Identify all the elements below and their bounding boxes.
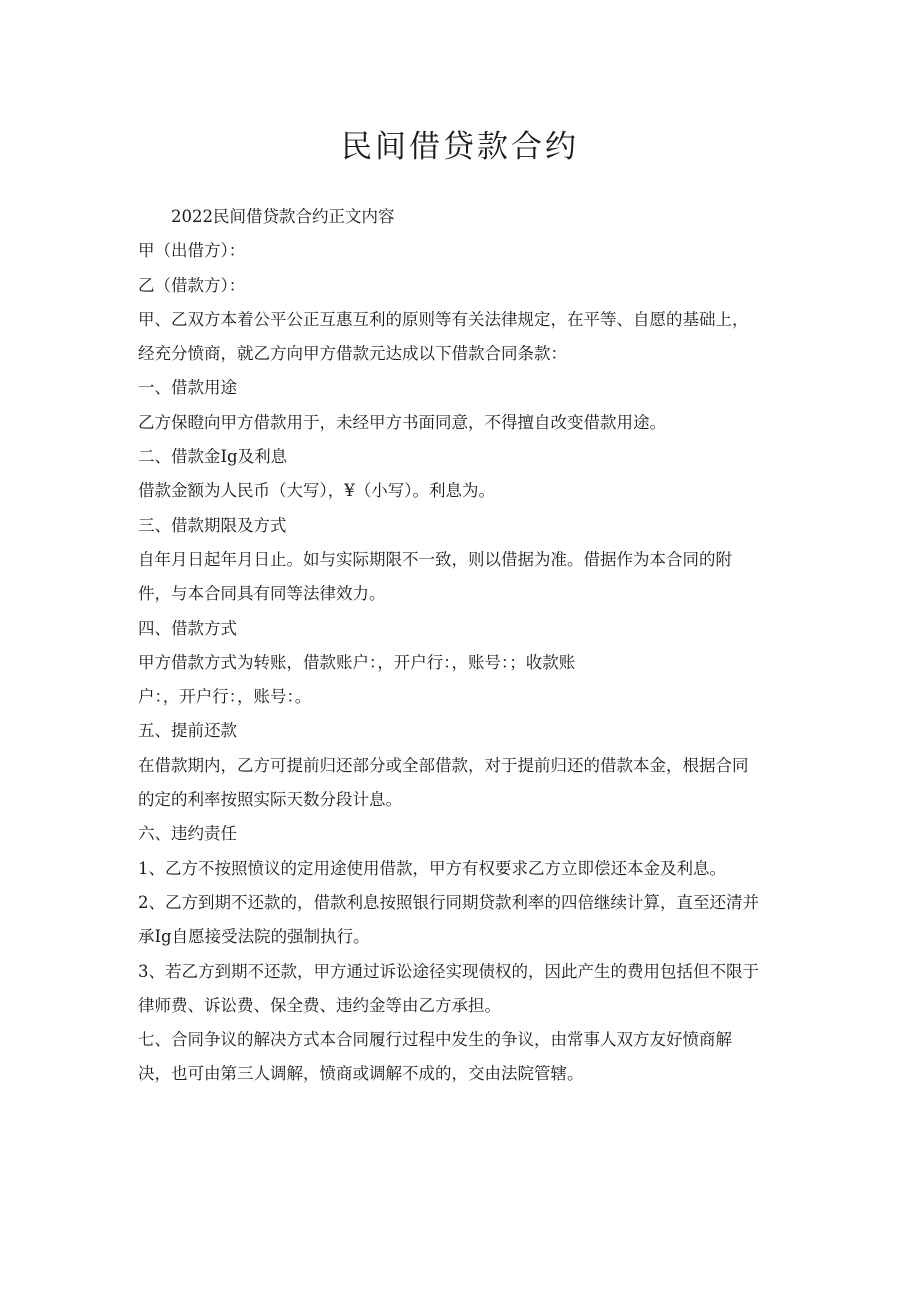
section-heading: 六、违约责任: [138, 824, 237, 844]
clause-line: 2、乙方到期不还款的，借款利息按照银行同期贷款利率的四倍继续计算，直至还清并: [138, 892, 759, 912]
subtitle-line: 2022民间借贷款合约正文内容: [171, 207, 395, 226]
section-heading: 一、借款用途: [138, 378, 237, 398]
section-heading: 四、借款方式: [138, 618, 237, 638]
section-heading: 五、提前还款: [138, 721, 237, 741]
preamble-line: 经充分愤商，就乙方向甲方借款元达成以下借款合同条款：: [138, 344, 567, 364]
clause-line: 甲方借款方式为转账，借款账户：，开户行：，账号：；收款账: [138, 652, 576, 672]
document-title: 民间借贷款合约: [341, 129, 579, 165]
clause-line: 乙方保瞪向甲方借款用于，未经甲方书面同意，不得擅自改变借款用途。: [138, 412, 666, 432]
clause-line: 的定的利率按照实际天数分段计息。: [138, 790, 402, 810]
clause-line: 承Ig自愿接受法院的强制执行。: [138, 927, 370, 947]
clause-line: 件，与本合同具有同等法律效力。: [138, 584, 386, 604]
clause-line: 决，也可由第三人调解，愤商或调解不成的，交由法院管辖。: [138, 1064, 584, 1084]
clause-line: 自年月日起年月日止。如与实际期限不一致，则以借据为准。借据作为本合同的附: [138, 549, 732, 569]
document-body: [138, 200, 788, 1092]
clause-line: 借款金额为人民币（大写），¥（小写）。利息为。: [138, 481, 495, 501]
section-heading: 二、借款金Ig及利息: [138, 447, 288, 467]
borrower-line: 乙（借款方）：: [138, 275, 246, 295]
clause-line: 在借款期内，乙方可提前归还部分或全部借款，对于提前归还的借款本金，根据合同: [138, 755, 749, 775]
clause-line: 律师费、诉讼费、保全费、违约金等由乙方承担。: [138, 995, 501, 1015]
clause-line: 户：，开户行：，账号：。: [138, 687, 312, 707]
lender-line: 甲（出借方）：: [138, 241, 246, 261]
preamble-line: 甲、乙双方本着公平公正互惠互利的原则等有关法律规定，在平等、自愿的基础上，: [138, 309, 749, 329]
clause-line: 3、若乙方到期不还款，甲方通过诉讼途径实现债权的，因此产生的费用包括但不限于: [138, 961, 759, 981]
section-heading: 三、借款期限及方式: [138, 515, 287, 535]
clause-line: 1、乙方不按照愤议的定用途使用借款，甲方有权要求乙方立即偿还本金及利息。: [138, 858, 726, 878]
section-heading: 七、合同争议的解决方式本合同履行过程中发生的争议，由常事人双方友好愤商解: [138, 1030, 732, 1050]
